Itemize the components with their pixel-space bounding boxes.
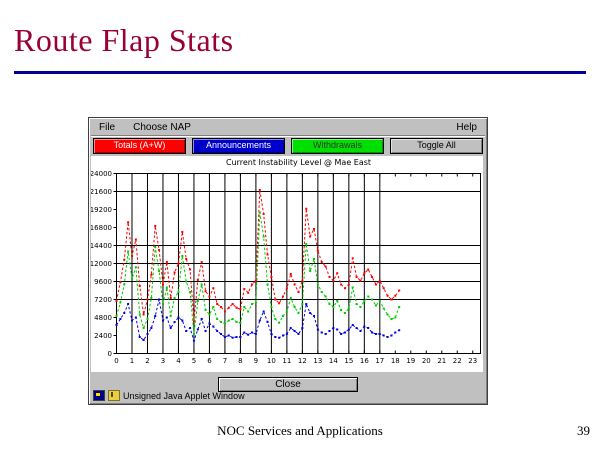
menu-bar — [91, 120, 485, 136]
svg-text:3: 3 — [160, 357, 166, 365]
svg-text:7200: 7200 — [94, 296, 112, 304]
svg-text:23: 23 — [468, 357, 478, 365]
svg-text:21600: 21600 — [91, 188, 112, 196]
svg-text:24000: 24000 — [91, 170, 112, 178]
java-applet-icon — [93, 390, 105, 401]
title-underline — [14, 71, 586, 74]
chart-area — [91, 156, 483, 372]
svg-text:12000: 12000 — [91, 260, 112, 268]
svg-text:14: 14 — [328, 357, 338, 365]
close-button[interactable]: Close — [218, 377, 358, 392]
status-text: Unsigned Java Applet Window — [123, 390, 245, 401]
svg-text:12: 12 — [297, 357, 307, 365]
svg-text:10: 10 — [266, 357, 276, 365]
svg-text:1: 1 — [129, 357, 135, 365]
svg-text:0: 0 — [114, 357, 119, 365]
page-number: 39 — [577, 423, 590, 438]
svg-text:14400: 14400 — [91, 242, 112, 250]
footer-text: NOC Services and Applications — [217, 423, 383, 438]
menu-item-file[interactable]: File — [99, 122, 116, 133]
svg-text:0: 0 — [107, 350, 112, 358]
svg-text:9600: 9600 — [94, 278, 112, 286]
totals-toggle-button[interactable]: Totals (A+W) — [93, 138, 186, 154]
close-row — [89, 374, 487, 389]
svg-text:21: 21 — [437, 357, 447, 365]
page-title: Route Flap Stats — [14, 22, 234, 58]
route-flap-app-window — [88, 117, 488, 405]
svg-text:8: 8 — [238, 357, 243, 365]
series-toggle-row — [93, 138, 483, 152]
svg-text:18: 18 — [390, 357, 400, 365]
svg-text:13: 13 — [313, 357, 323, 365]
withdrawals-toggle-button[interactable]: Withdrawals — [291, 138, 384, 154]
instability-chart — [91, 156, 483, 370]
toggle-all-button[interactable]: Toggle All — [390, 138, 483, 154]
svg-text:22: 22 — [452, 357, 462, 365]
svg-text:11: 11 — [282, 357, 292, 365]
svg-text:2: 2 — [145, 357, 150, 365]
svg-text:16: 16 — [359, 357, 369, 365]
svg-text:5: 5 — [191, 357, 197, 365]
announcements-toggle-button[interactable]: Announcements — [192, 138, 285, 154]
svg-text:19: 19 — [406, 357, 416, 365]
menu-item-help[interactable]: Help — [456, 122, 477, 133]
svg-text:15: 15 — [344, 357, 354, 365]
menu-item-choose-nap[interactable]: Choose NAP — [133, 122, 191, 133]
svg-text:19200: 19200 — [91, 206, 112, 214]
svg-text:2400: 2400 — [94, 332, 112, 340]
warning-icon — [108, 390, 120, 401]
svg-text:4: 4 — [176, 357, 181, 365]
svg-text:4800: 4800 — [94, 314, 112, 322]
svg-text:Current Instability Level @ Ma: Current Instability Level @ Mae East — [225, 158, 372, 167]
svg-text:6: 6 — [207, 357, 212, 365]
svg-text:20: 20 — [421, 357, 431, 365]
svg-text:7: 7 — [222, 357, 228, 365]
svg-text:16800: 16800 — [91, 224, 112, 232]
svg-text:17: 17 — [375, 357, 385, 365]
status-bar — [91, 389, 485, 402]
svg-text:9: 9 — [253, 357, 259, 365]
